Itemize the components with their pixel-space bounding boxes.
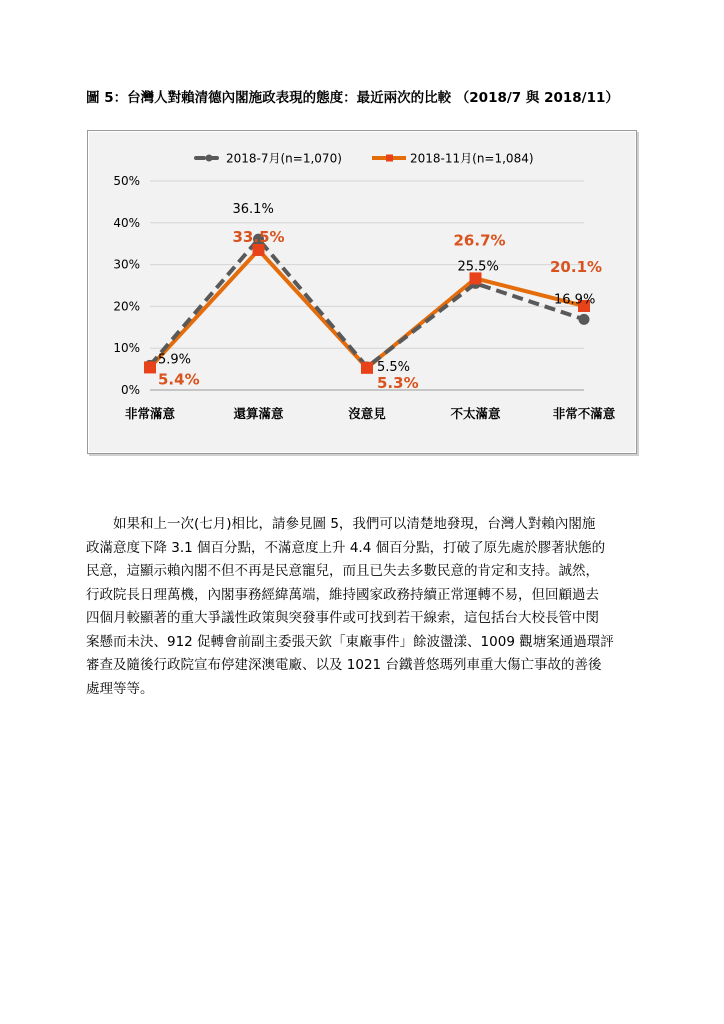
x-tick-label: 沒意見 [348,406,386,421]
paragraph-line: 審查及隨後行政院宣布停建深澳電廠、以及 1021 台鐵普悠瑪列車重大傷亡事故的善後 [86,657,602,673]
chart-container [87,130,637,454]
legend-marker-2018-7 [206,155,213,162]
legend-marker-2018-11 [386,155,393,162]
data-label-2018-11: 33.5% [232,227,285,246]
paragraph-line: 四個月較顯著的重大爭議性政策與突發事件或可找到若干線索，這包括台大校長管中閔 [86,610,599,626]
data-label-2018-7: 25.5% [457,259,499,275]
x-tick-label: 還算滿意 [233,406,284,421]
paragraph-line: 案懸而未決、912 促轉會前副主委張天欽「東廠事件」餘波盪漾、1009 觀塘案通過環評 [86,633,614,650]
data-point-2018-11 [361,362,373,374]
legend-label-2018-7: 2018-7月(n=1,070) [226,151,342,166]
data-label-2018-11: 20.1% [550,257,603,276]
figure-title: 圖 5：台灣人對賴清德內閣施政表現的態度：最近兩次的比較 （2018/7 與 2018/11） [86,90,619,106]
line-chart [88,131,636,453]
body-paragraph [86,513,638,701]
data-label-2018-11: 26.7% [453,231,506,250]
y-tick-label: 20% [113,299,140,314]
data-label-2018-11: 5.3% [377,373,419,392]
y-tick-label: 0% [120,383,140,397]
data-label-2018-7: 5.9% [158,352,192,368]
data-label-2018-11: 5.4% [158,370,200,389]
paragraph-line: 民意，這顯示賴內閣不但不再是民意寵兒，而且已失去多數民意的肯定和支持。誠然， [86,563,599,579]
series-line-2018-11 [150,250,584,368]
x-tick-label: 非常滿意 [124,406,176,421]
data-label-2018-7: 5.5% [377,360,411,376]
data-label-2018-7: 16.9% [554,292,596,308]
y-tick-label: 50% [113,174,140,188]
x-tick-label: 非常不滿意 [552,406,616,421]
y-tick-label: 30% [113,257,140,272]
paragraph-line: 行政院長日理萬機，內閣事務經緯萬端，維持國家政務持續正常運轉不易，但回顧過去 [86,586,599,603]
data-label-2018-7: 36.1% [232,202,274,218]
paragraph-line: 處理等等。 [86,680,154,697]
y-tick-label: 40% [113,215,140,230]
data-point-2018-11 [144,361,156,373]
paragraph-line: 政滿意度下降 3.1 個百分點，不滿意度上升 4.4 個百分點，打破了原先處於膠著狀態的 [86,539,606,556]
data-point-2018-7 [579,314,590,325]
paragraph-line: 如果和上一次(七月)相比，請參見圖 5，我們可以清楚地發現，台灣人對賴內閣施 [113,516,596,532]
y-tick-label: 10% [113,341,140,356]
x-tick-label: 不太滿意 [450,406,501,421]
legend-label-2018-11: 2018-11月(n=1,084) [410,151,534,166]
